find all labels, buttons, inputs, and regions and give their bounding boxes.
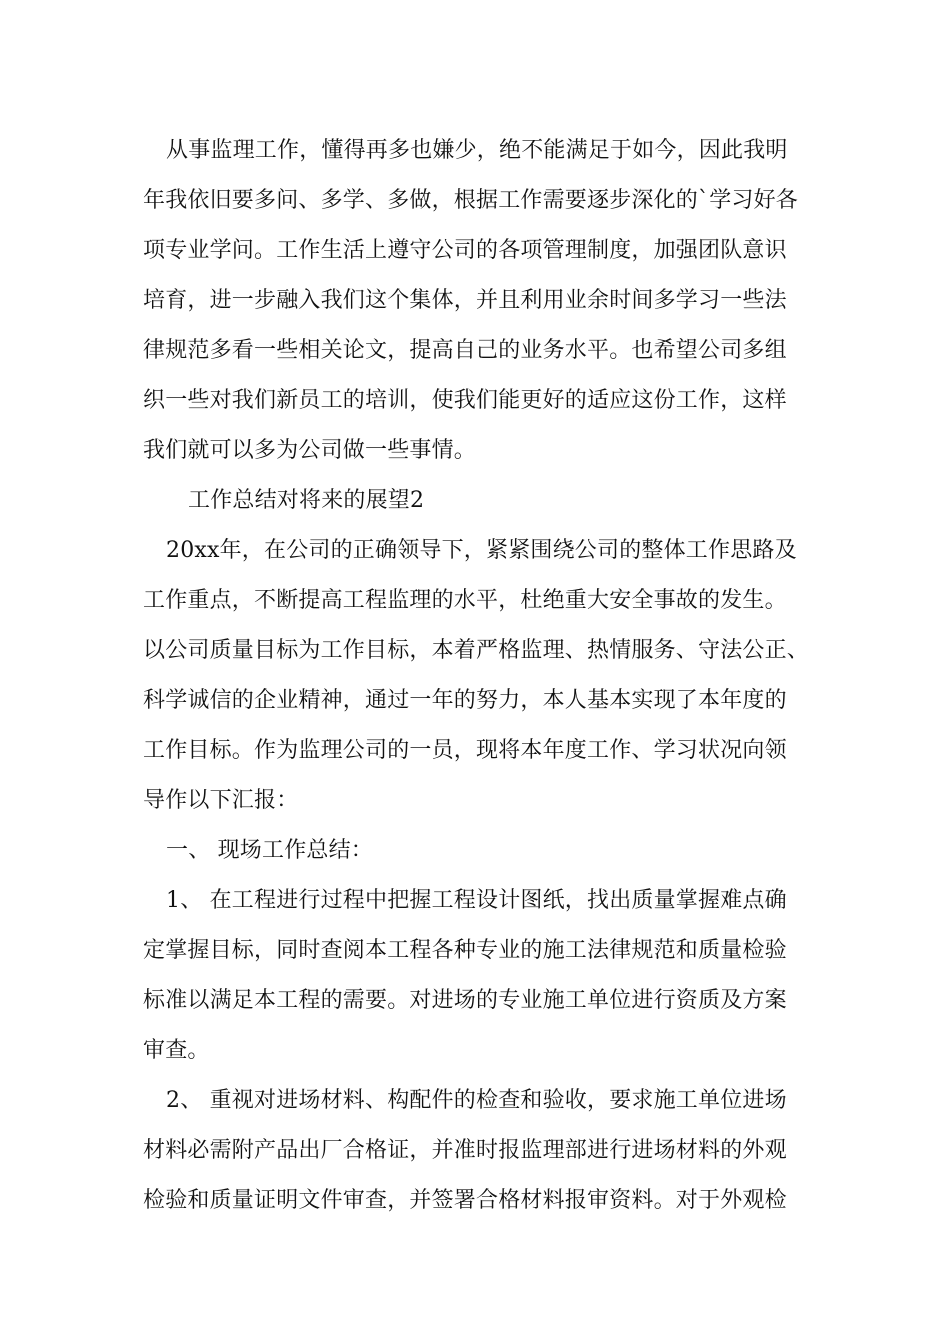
list-item-line: 审查。: [143, 1038, 210, 1063]
list-heading: 一、 现场工作总结：: [166, 838, 373, 863]
list-item-line: 检验和质量证明文件审查，并签署合格材料报审资料。对于外观检: [143, 1188, 787, 1213]
paragraph-line: 20xx年，在公司的正确领导下，紧紧围绕公司的整体工作思路及: [166, 538, 797, 563]
paragraph-line: 科学诚信的企业精神，通过一年的努力，本人基本实现了本年度的: [143, 688, 787, 713]
paragraph-line: 我们就可以多为公司做一些事情。: [143, 438, 477, 463]
list-item-line: 定掌握目标，同时查阅本工程各种专业的施工法律规范和质量检验: [143, 938, 787, 963]
paragraph-line: 项专业学问。工作生活上遵守公司的各项管理制度，加强团队意识: [143, 238, 787, 263]
list-item-line: 标准以满足本工程的需要。对进场的专业施工单位进行资质及方案: [143, 988, 787, 1013]
paragraph-line: 律规范多看一些相关论文，提高自己的业务水平。也希望公司多组: [143, 338, 787, 363]
paragraph-line: 织一些对我们新员工的培训，使我们能更好的适应这份工作，这样: [143, 388, 787, 413]
paragraph-line: 导作以下汇报：: [143, 788, 299, 813]
paragraph-line: 工作目标。作为监理公司的一员，现将本年度工作、学习状况向领: [143, 738, 787, 763]
paragraph-line: 工作重点，不断提高工程监理的水平，杜绝重大安全事故的发生。: [143, 588, 787, 613]
list-item-line: 材料必需附产品出厂合格证，并准时报监理部进行进场材料的外观: [143, 1138, 787, 1163]
list-item-line: 2、 重视对进场材料、构配件的检查和验收，要求施工单位进场: [166, 1088, 787, 1113]
paragraph-line: 从事监理工作，懂得再多也嫌少，绝不能满足于如今，因此我明: [166, 138, 788, 163]
paragraph-line: 年我依旧要多问、多学、多做，根据工作需要逐步深化的`学习好各: [143, 188, 799, 213]
paragraph-line: 以公司质量目标为工作目标，本着严格监理、热情服务、守法公正、: [143, 638, 810, 663]
list-item-line: 1、 在工程进行过程中把握工程设计图纸，找出质量掌握难点确: [166, 888, 787, 913]
section-heading: 工作总结对将来的展望2: [188, 488, 425, 513]
paragraph-line: 培育，进一步融入我们这个集体，并且利用业余时间多学习一些法: [143, 288, 787, 313]
